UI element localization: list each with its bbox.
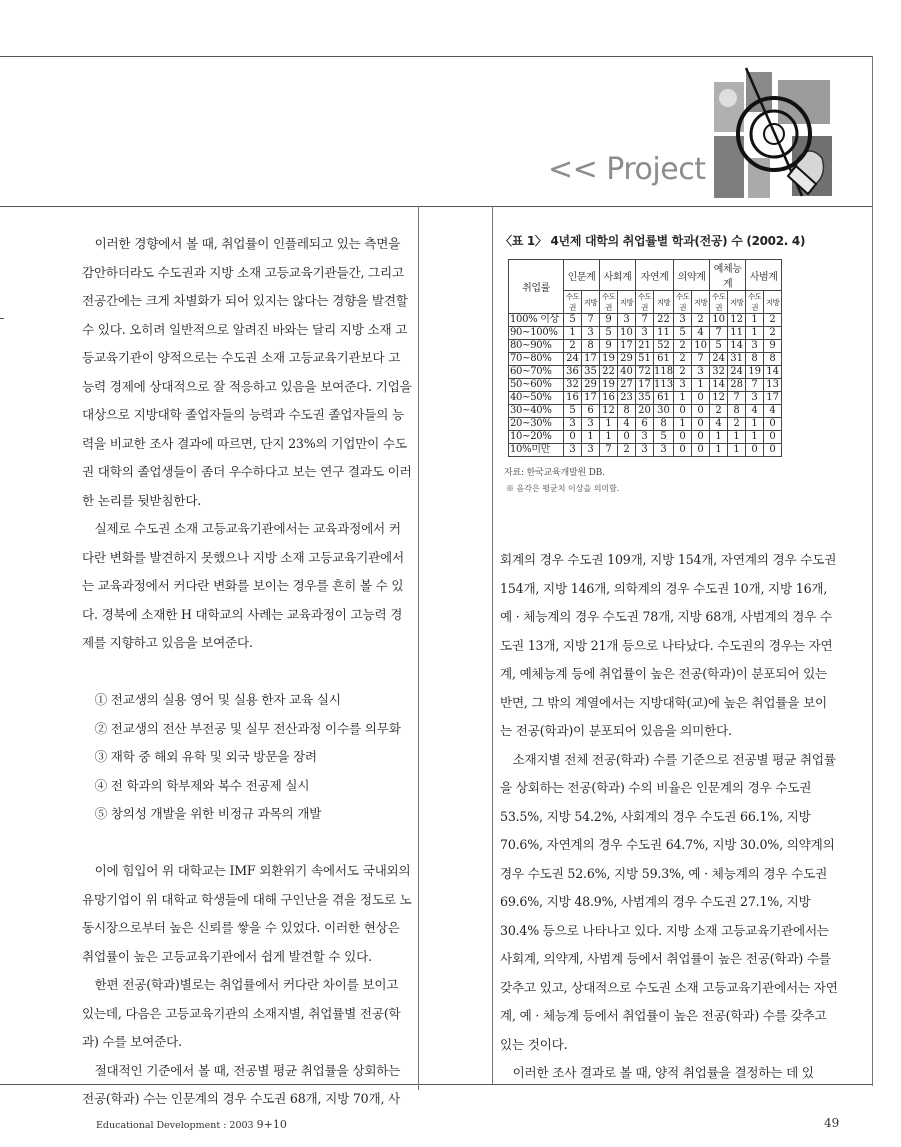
table-cell: 2 — [764, 314, 782, 327]
sub-header: 수도권 — [636, 291, 654, 314]
table-cell: 9 — [600, 314, 618, 327]
table-cell: 14 — [728, 340, 746, 353]
table-cell: 29 — [582, 379, 600, 392]
table-cell: 19 — [600, 379, 618, 392]
table-cell: 3 — [582, 418, 600, 431]
table-cell: 40 — [618, 366, 636, 379]
sub-header: 지방 — [692, 291, 710, 314]
table-cell: 8 — [764, 353, 782, 366]
table-cell: 32 — [710, 366, 728, 379]
table-cell: 61 — [654, 353, 674, 366]
table-block — [500, 232, 838, 494]
table-cell: 3 — [654, 444, 674, 457]
group-header: 예체능계 — [710, 260, 746, 291]
table-row — [509, 327, 782, 340]
row-label: 50~60% — [509, 379, 564, 392]
table-cell: 5 — [710, 340, 728, 353]
table-cell: 2 — [710, 405, 728, 418]
table-cell: 0 — [674, 444, 692, 457]
margin-mark — [0, 318, 4, 319]
table-cell: 11 — [654, 327, 674, 340]
table-cell: 4 — [764, 405, 782, 418]
table-cell: 5 — [654, 431, 674, 444]
paragraph: 이에 힘입어 위 대학교는 IMF 외환위기 속에서도 국내외의 유망기업이 위 대학교 학생들에 대해 구인난을 겪을 정도로 노동시장으로부터 높은 신뢰를 쌓을 수 있었다. 이러한 현상은 취업률이 높은 고등교육기관에서 쉽게 발견할 수 있다. — [82, 863, 412, 964]
table-cell: 118 — [654, 366, 674, 377]
section-title: << Project — [548, 152, 706, 187]
group-header: 사회계 — [600, 260, 636, 291]
table-cell: 1 — [582, 431, 600, 444]
table-cell: 5 — [674, 327, 692, 340]
table-cell: 2 — [564, 340, 582, 353]
table-cell: 3 — [674, 379, 692, 392]
table-cell: 0 — [764, 418, 782, 431]
page-number: 49 — [824, 1116, 840, 1130]
table-cell: 16 — [600, 392, 618, 405]
table-cell: 5 — [564, 405, 582, 418]
list-item: ① 전교생의 실용 영어 및 실용 한자 교육 실시 — [94, 692, 341, 707]
table-cell: 9 — [764, 340, 782, 353]
table-cell: 0 — [692, 405, 710, 418]
table-cell: 0 — [564, 431, 582, 444]
table-cell: 12 — [600, 405, 618, 418]
table-cell: 72 — [636, 366, 654, 379]
table-cell: 1 — [710, 431, 728, 444]
table-cell: 19 — [600, 353, 618, 366]
table-cell: 35 — [636, 392, 654, 405]
table-cell: 29 — [618, 353, 636, 366]
table-cell: 23 — [618, 392, 636, 405]
table-cell: 2 — [618, 444, 636, 457]
paragraph: 이러한 경향에서 볼 때, 취업률이 인플레되고 있는 측면을 감안하더라도 수도권과 지방 소재 고등교육기관들간, 그리고 전공간에는 크게 차별화가 되어 있지는 않다는 경향을 발견할 수 있다. 오히려 일반적으로 알려진 바와는 달리 지방 소재 고등교육기관이 양적으로는 수도권 소재 고등교육기관보다 고능력 경제에 상대적으로 잘 적응하고 있음을 보여준다. 기업을 대상으로 지방대학 졸업자들의 능력과 수도권 졸업자들의 능력을 비교한 조사 결과에 따르면, 단지 23%의 기업만이 수도권 대학의 졸업생들이 좀더 우수하다고 보는 연구 결과도 이러한 논리를 뒷받침한다. — [82, 236, 412, 508]
row-label: 70~80% — [509, 353, 564, 366]
table-cell: 8 — [654, 418, 674, 431]
row-label: 30~40% — [509, 405, 564, 418]
table-cell: 8 — [582, 340, 600, 353]
table-cell: 17 — [582, 353, 600, 366]
table-cell: 19 — [746, 366, 764, 379]
table-cell: 3 — [582, 444, 600, 457]
footer-journal — [96, 1118, 287, 1131]
table-cell: 6 — [636, 418, 654, 431]
table-cell: 1 — [564, 327, 582, 340]
footer-tick — [418, 1078, 419, 1090]
list-item: ④ 전 학과의 학부제와 복수 전공제 실시 — [94, 777, 310, 793]
table-cell: 7 — [710, 327, 728, 340]
table-cell: 22 — [600, 366, 618, 379]
group-header: 사범계 — [746, 260, 782, 291]
issue-number: 9+10 — [256, 1118, 287, 1131]
table-cell: 3 — [674, 314, 692, 327]
column-divider-right — [492, 206, 493, 1084]
table-cell: 16 — [564, 392, 582, 405]
table-cell: 11 — [728, 327, 746, 340]
sub-header: 지방 — [654, 291, 674, 314]
table-title: 〈표 1〉 4년제 대학의 취업률별 학과(전공) 수 (2002. 4) — [500, 234, 806, 248]
table-cell: 0 — [618, 431, 636, 444]
table-cell: 0 — [692, 444, 710, 457]
table-cell: 113 — [654, 379, 674, 390]
table-note: ※ 음각은 평균치 이상을 의미함. — [506, 484, 620, 493]
table-cell: 1 — [746, 314, 764, 327]
header-rule — [0, 56, 872, 57]
table-cell: 17 — [618, 340, 636, 353]
table-cell: 24 — [710, 353, 728, 366]
sub-header: 수도권 — [600, 291, 618, 314]
table-row — [509, 431, 782, 444]
table-cell: 3 — [746, 340, 764, 353]
table-cell: 2 — [728, 418, 746, 431]
table-row — [509, 405, 782, 418]
table-cell: 3 — [636, 431, 654, 444]
table-cell: 21 — [636, 340, 654, 353]
journal-name: Educational Development : 2003 — [96, 1120, 254, 1131]
table-cell: 5 — [564, 314, 582, 327]
table-cell: 1 — [710, 444, 728, 457]
table-cell: 3 — [636, 444, 654, 457]
header-bottom-rule — [0, 206, 872, 207]
row-label: 10%미만 — [509, 444, 564, 457]
row-label: 20~30% — [509, 418, 564, 431]
table-cell: 1 — [746, 327, 764, 340]
employment-rate-table — [508, 259, 782, 457]
table-cell: 4 — [692, 327, 710, 340]
table-cell: 17 — [636, 379, 654, 392]
table-cell: 2 — [674, 340, 692, 353]
table-cell: 2 — [764, 327, 782, 340]
table-cell: 6 — [582, 405, 600, 418]
row-label: 90~100% — [509, 327, 564, 340]
table-cell: 28 — [728, 379, 746, 392]
table-cell: 2 — [692, 314, 710, 327]
table-cell: 4 — [746, 405, 764, 418]
table-cell: 8 — [728, 405, 746, 418]
project-logo — [708, 62, 838, 202]
table-cell: 7 — [582, 314, 600, 327]
table-cell: 0 — [674, 405, 692, 418]
table-cell: 7 — [692, 353, 710, 366]
table-cell: 8 — [618, 405, 636, 418]
table-cell: 0 — [674, 431, 692, 444]
list-item: ② 전교생의 전산 부전공 및 실무 전산과정 이수를 의무화 — [94, 720, 401, 736]
table-cell: 3 — [582, 327, 600, 340]
group-header: 자연계 — [636, 260, 674, 291]
table-cell: 52 — [654, 340, 674, 353]
paragraph: 절대적인 기준에서 볼 때, 전공별 평균 취업률을 상회하는 전공(학과) 수는 인문계의 경우 수도권 68개, 지방 70개, 사 — [82, 1062, 401, 1106]
table-cell: 24 — [728, 366, 746, 379]
table-cell: 1 — [728, 444, 746, 457]
table-cell: 0 — [692, 392, 710, 405]
table-row — [509, 444, 782, 457]
table-cell: 4 — [618, 418, 636, 431]
table-cell: 2 — [674, 353, 692, 366]
sub-header: 수도권 — [746, 291, 764, 314]
table-cell: 3 — [564, 444, 582, 457]
table-cell: 1 — [728, 431, 746, 444]
table-cell: 31 — [728, 353, 746, 366]
table-row — [509, 340, 782, 353]
paragraph: 실제로 수도권 소재 고등교육기관에서는 교육과정에서 커다란 변화를 발견하지 못했으나 지방 소재 고등교육기관에서는 교육과정에서 커다란 변화를 보이는 경우를 흔히 볼 수 있다. 경북에 소재한 H 대학교의 사례는 교육과정이 고능력 경제를 지향하고 있음을 보여준다. — [82, 521, 404, 650]
table-cell: 10 — [618, 327, 636, 340]
table-cell: 5 — [600, 327, 618, 340]
table-row — [509, 392, 782, 405]
table-cell: 0 — [692, 431, 710, 444]
group-header: 인문계 — [564, 260, 600, 291]
table-cell: 2 — [674, 366, 692, 379]
table-cell: 17 — [764, 392, 782, 405]
table-cell: 22 — [654, 314, 674, 327]
table-cell: 1 — [674, 392, 692, 405]
row-label: 80~90% — [509, 340, 564, 353]
right-column — [500, 546, 838, 1088]
row-label: 60~70% — [509, 366, 564, 379]
table-source: 자료: 한국교육개발원 DB. — [504, 468, 605, 478]
table-cell: 1 — [674, 418, 692, 431]
table-cell: 1 — [692, 379, 710, 392]
table-row — [509, 366, 782, 379]
table-cell: 3 — [618, 314, 636, 327]
list-item: ③ 재학 중 해외 유학 및 외국 방문을 장려 — [94, 749, 317, 764]
table-cell: 36 — [564, 366, 582, 379]
table-cell: 4 — [710, 418, 728, 431]
table-cell: 0 — [746, 444, 764, 457]
table-cell: 1 — [746, 431, 764, 444]
table-cell: 0 — [764, 431, 782, 444]
table-row — [509, 418, 782, 431]
table-row — [509, 379, 782, 392]
table-cell: 1 — [746, 418, 764, 431]
table-cell: 30 — [654, 405, 674, 418]
table-row — [509, 353, 782, 366]
table-cell: 10 — [710, 314, 728, 327]
table-cell: 35 — [582, 366, 600, 379]
table-cell: 10 — [692, 340, 710, 353]
sub-header: 지방 — [728, 291, 746, 314]
sub-header: 지방 — [618, 291, 636, 314]
table-cell: 14 — [764, 366, 782, 379]
row-label: 100% 이상 — [509, 314, 564, 327]
sub-header: 지방 — [764, 291, 782, 314]
sub-header: 수도권 — [710, 291, 728, 314]
sub-header: 수도권 — [674, 291, 692, 314]
row-label: 10~20% — [509, 431, 564, 444]
sub-header: 수도권 — [564, 291, 582, 314]
table-cell: 61 — [654, 392, 674, 405]
table-cell: 12 — [710, 392, 728, 405]
right-margin-rule — [872, 56, 873, 1086]
column-divider-left — [418, 206, 419, 1084]
table-cell: 20 — [636, 405, 654, 418]
table-cell: 3 — [564, 418, 582, 431]
row-header: 취업률 — [509, 260, 564, 314]
table-cell: 27 — [618, 379, 636, 392]
table-cell: 0 — [764, 444, 782, 457]
table-cell: 32 — [564, 379, 582, 392]
table-cell: 7 — [728, 392, 746, 405]
list-item: ⑤ 창의성 개발을 위한 비정규 과목의 개발 — [94, 806, 322, 821]
table-cell: 14 — [710, 379, 728, 392]
table-cell: 13 — [764, 379, 782, 392]
table-cell: 7 — [746, 379, 764, 392]
paragraph: 소재지별 전체 전공(학과) 수를 기준으로 전공별 평균 취업률을 상회하는 전공(학과) 수의 비율은 인문계의 경우 수도권 53.5%, 지방 54.2%, 사회계의 경우 수도권 66.1%, 지방 70.6%, 자연계의 경우 수도권 64.7%, 지방 30.0%, 의약계의 경우 수도권 52.6%, 지방 59.3%, 예 · 체능계의 경우 수도권 69.6%, 지방 48.9%, 사범계의 경우 수도권 27.1%, 지방 30.4% 등으로 나타나고 있다. 지방 소재 고등교육기관에서는 사회계, 의약계, 사범계 등에서 취업률이 높은 전공(학과) 수를 갖추고 있고, 상대적으로 수도권 소재 고등교육기관에서는 자연계, 예 · 체능계 등에서 취업률이 높은 전공(학과) 수를 갖추고 있는 것이다. — [500, 751, 838, 1052]
table-cell: 9 — [600, 340, 618, 353]
table-cell: 3 — [692, 366, 710, 379]
group-header: 의약계 — [674, 260, 710, 291]
table-cell: 7 — [636, 314, 654, 327]
table-cell: 12 — [728, 314, 746, 327]
table-cell: 17 — [582, 392, 600, 405]
table-body — [509, 314, 782, 457]
left-column — [82, 230, 412, 1114]
table-cell: 7 — [600, 444, 618, 457]
table-cell: 8 — [746, 353, 764, 366]
table-cell: 1 — [600, 431, 618, 444]
table-cell: 24 — [564, 353, 582, 366]
paragraph: 이러한 조사 결과로 볼 때, 양적 취업률을 결정하는 데 있 — [512, 1065, 814, 1080]
table-cell: 1 — [600, 418, 618, 431]
table-cell: 3 — [636, 327, 654, 340]
paragraph: 한편 전공(학과)별로는 취업률에서 커다란 차이를 보이고 있는데, 다음은 고등교육기관의 소재지별, 취업률별 전공(학과) 수를 보여준다. — [82, 977, 401, 1049]
table-cell: 0 — [692, 418, 710, 431]
table-row — [509, 314, 782, 327]
row-label: 40~50% — [509, 392, 564, 405]
table-cell: 3 — [746, 392, 764, 405]
table-cell: 51 — [636, 353, 654, 366]
paragraph: 회계의 경우 수도권 109개, 지방 154개, 자연계의 경우 수도권 154개, 지방 146개, 의학계의 경우 수도권 10개, 지방 16개, 예 · 체능계의 경우 수도권 78개, 지방 68개, 사범계의 경우 수도권 13개, 지방 21개 등으로 나타났다. 수도권의 경우는 자연계, 예체능계 등에 취업률이 높은 전공(학과)이 분포되어 있는 반면, 그 밖의 계열에서는 지방대학(교)에 높은 취업률을 보이는 전공(학과)이 분포되어 있음을 의미한다. — [500, 552, 837, 738]
sub-header: 지방 — [582, 291, 600, 314]
